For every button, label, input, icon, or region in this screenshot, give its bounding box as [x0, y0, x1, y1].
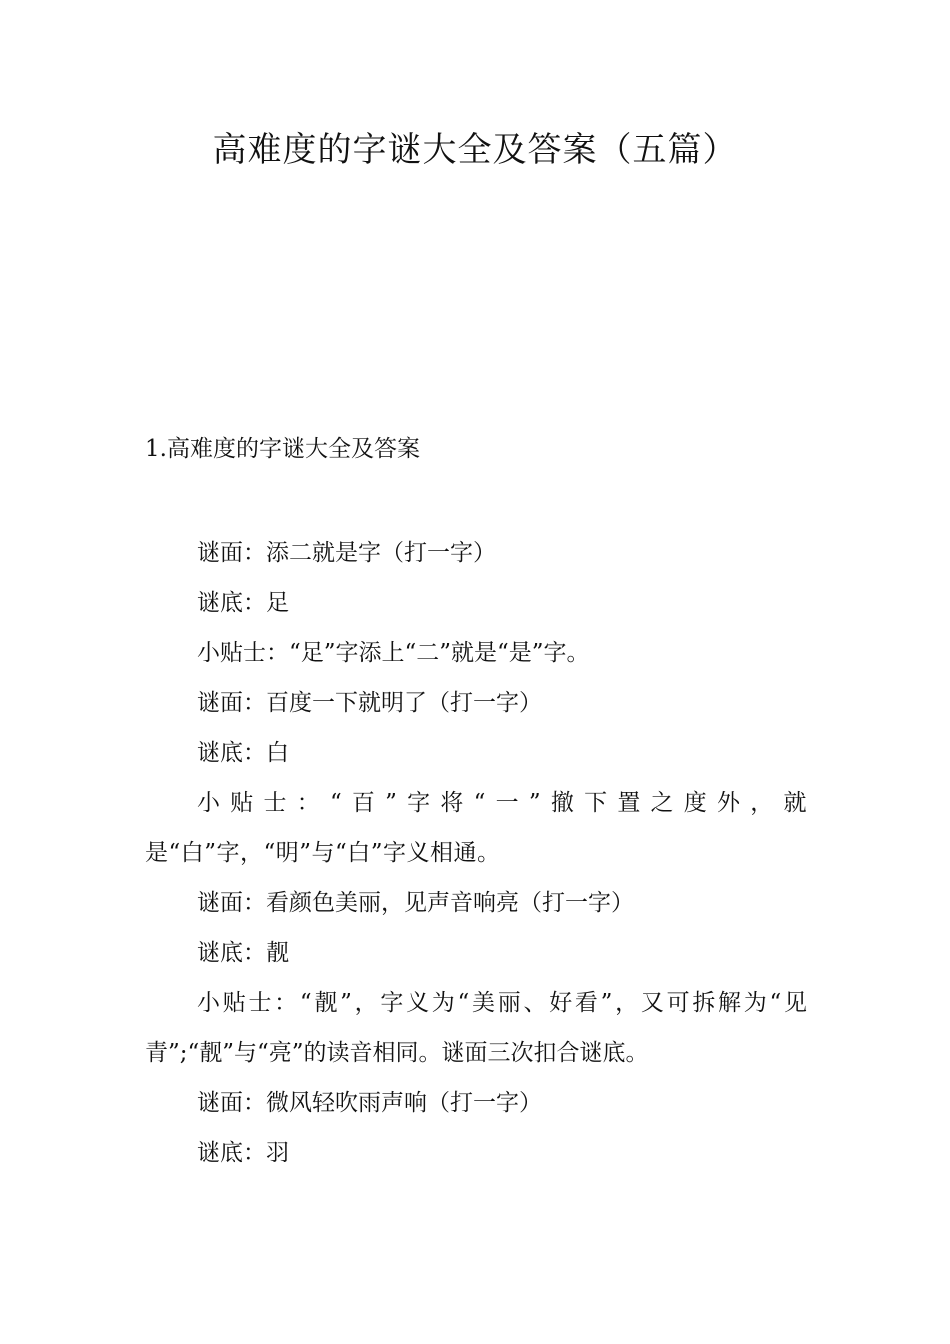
riddle-answer-4: 谜底：羽	[197, 1140, 289, 1166]
riddle-question-3: 谜面：看颜色美丽，见声音响亮（打一字）	[197, 890, 634, 916]
riddle-tip-2: 小贴士：“百”字将“一”撤下置之度外，就是“白”字，“明”与“白”字义相通。	[145, 790, 807, 866]
riddle-question-1: 谜面：添二就是字（打一字）	[197, 540, 496, 566]
document-title: 高难度的字谜大全及答案（五篇）	[212, 130, 738, 170]
riddle-answer-3: 谜底：靓	[197, 940, 289, 966]
riddle-answer-1: 谜底：足	[197, 590, 289, 616]
riddle-tip-1: 小贴士：“足”字添上“二”就是“是”字。	[197, 640, 590, 666]
section-heading: 1.高难度的字谜大全及答案	[145, 436, 420, 462]
riddle-tip-3: 小贴士：“靓”，字义为“美丽、好看”，又可拆解为“见青”;“靓”与“亮”的读音相同。谜面三次扣合谜底。	[145, 990, 807, 1066]
document-body	[145, 528, 807, 1178]
riddle-question-2: 谜面：百度一下就明了（打一字）	[197, 690, 542, 716]
riddle-question-4: 谜面：微风轻吹雨声响（打一字）	[197, 1090, 542, 1116]
riddle-answer-2: 谜底：白	[197, 740, 289, 766]
